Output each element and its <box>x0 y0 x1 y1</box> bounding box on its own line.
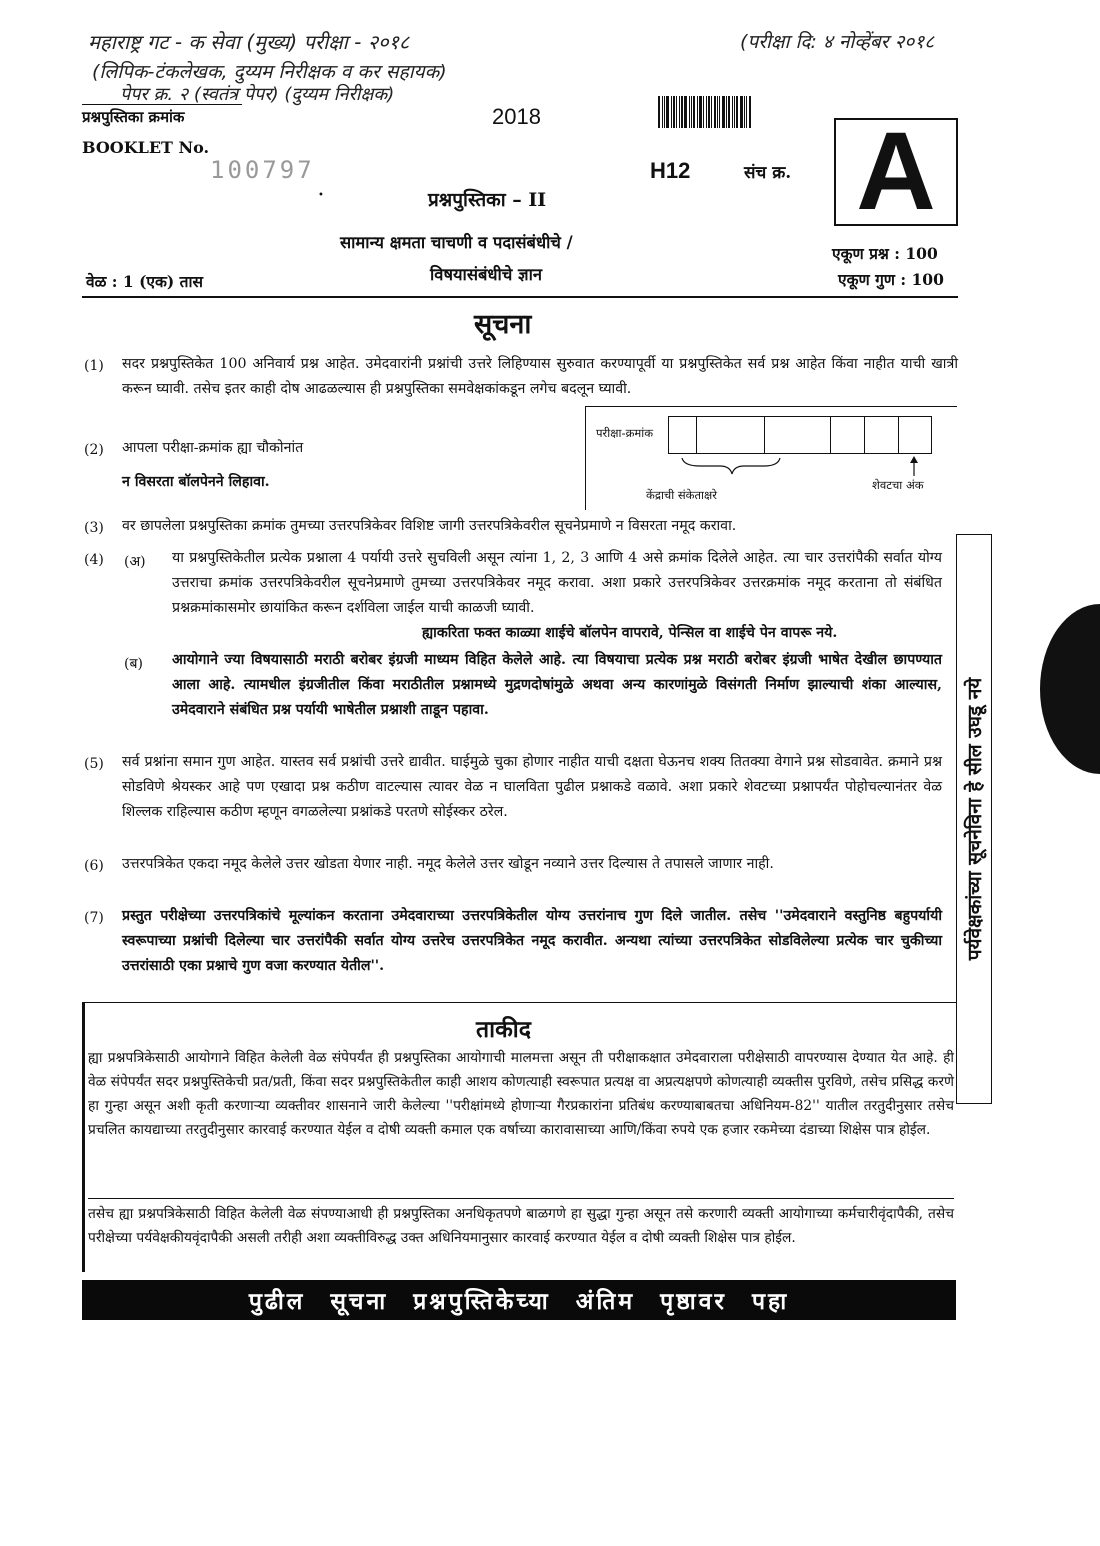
exam-time: वेळ : 1 (एक) तास <box>86 272 203 291</box>
seal-strip <box>956 534 992 1104</box>
roll-box-cell[interactable] <box>669 417 697 453</box>
instruction-6-number: (6) <box>84 858 104 874</box>
barcode-bar <box>732 96 733 128</box>
last-digit-label: शेवटचा अंक <box>872 478 924 492</box>
instruction-5-text: सर्व प्रश्नांना समान गुण आहेत. यास्तव सर्व प्रश्नांची उत्तरे द्यावीत. घाईमुळे चुका होणार नाहीत याची दक्षता घेऊनच शक्य तितक्या वेगाने प्रश्न सोडवावेत. क्रमाने प्रश्न सोडविणे श्रेयस्कर आहे पण एखादा प्रश्न कठीण वाटल्यास त्यावर वेळ न घालविता पुढील प्रश्नाकडे वळावे. अशा प्रकारे शेवटच्या प्रश्नापर्यंत पोहोचल्यानंतर वेळ शिल्लक राहिल्यास कठीण म्हणून वगळलेल्या प्रश्नांकडे परतणे सोईस्कर ठरेल. <box>122 754 942 820</box>
instruction-4-number: (4) <box>84 552 104 568</box>
set-label: संच क्र. <box>744 163 792 183</box>
barcode-bar <box>736 96 738 128</box>
instructions-heading: सूचना <box>474 309 532 340</box>
warning-heading: ताकीद <box>476 1016 531 1043</box>
barcode-bar <box>662 96 663 128</box>
roll-box-cell[interactable] <box>865 417 899 453</box>
total-questions: एकूण प्रश्न : 100 <box>832 244 938 263</box>
barcode-bar <box>714 96 716 128</box>
barcode-bar <box>728 96 730 128</box>
barcode-bar <box>673 96 675 128</box>
instruction-4a-text: या प्रश्नपुस्तिकेतील प्रत्येक प्रश्नाला 4 पर्यायी उत्तरे सुचविली असून त्यांना 1, 2, 3 आणि 4 असे क्रमांक दिलेले आहेत. त्या चार उत्तरांपैकी सर्वात योग्य उत्तराचा क्रमांक उत्तरपत्रिकेवरील सूचनेप्रमाणे तुमच्या उत्तरपत्रिकेवर नमूद करावा. अशा प्रकारे उत्तरपत्रिकेवर उत्तरक्रमांक नमूद करताना तो संबंधित प्रश्नक्रमांकासमोर छायांकित करून दर्शविला जाईल याची काळजी घ्यावी. <box>172 550 942 616</box>
center-code-label: केंद्राची संकेताक्षरे <box>646 488 717 502</box>
instruction-3-number: (3) <box>84 520 104 536</box>
barcode-bar <box>658 96 660 128</box>
barcode-bar <box>708 96 710 128</box>
instruction-2-text: आपला परीक्षा-क्रमांक ह्या चौकोनांत <box>122 440 304 456</box>
barcode-bar <box>689 96 690 128</box>
instruction-2-number: (2) <box>84 442 104 458</box>
instruction-1-text: सदर प्रश्नपुस्तिकेत 100 अनिवार्य प्रश्न आहेत. उमेदवारांनी प्रश्नांची उत्तरे लिहिण्यास सुरुवात करण्यापूर्वी या प्रश्नपुस्तिकेत सर्व प्रश्न आहेत किंवा नाहीत याची खात्री करून घ्यावी. तसेच इतर काही दोष आढळल्यास ही प्रश्नपुस्तिका समवेक्षकांकडून लगेच बदलून घ्यावी. <box>122 356 958 397</box>
booklet-title: प्रश्नपुस्तिका – II <box>428 189 547 211</box>
barcode-bar <box>697 96 698 128</box>
barcode-bar <box>699 96 702 128</box>
barcode-bar <box>693 96 695 128</box>
warning-para-2: तसेच ह्या प्रश्नपत्रिकेसाठी विहित केलेली वेळ संपण्याआधी ही प्रश्नपुस्तिका अनधिकृतपणे बाळगणे हा सुद्धा गुन्हा असून तसे करणारी व्यक्ती आयोगाच्या कर्मचारीवृंदापैकी, तसेच परीक्षेच्या पर्यवेक्षकीयवृंदापैकी असली तरीही अशा व्यक्तीविरुद्ध उक्त अधिनियमानुसार कारवाई करण्यात येईल व दोषी व्यक्ती शिक्षेस पात्र होईल. <box>88 1206 954 1246</box>
barcode-bar <box>666 96 669 128</box>
instruction-5-number: (5) <box>84 756 104 772</box>
handwritten-posts: (लिपिक-टंकलेखक, दुय्यम निरीक्षक व कर सहायक) <box>92 61 447 83</box>
barcode-bar <box>684 96 687 128</box>
paper-code: H12 <box>650 158 691 183</box>
booklet-label-marathi: प्रश्नपुस्तिका क्रमांक <box>82 104 242 127</box>
barcode-bar <box>722 96 725 128</box>
instruction-4a-bold: ह्याकरिता फक्त काळ्या शाईचे बॉलपेन वापरावे, पेन्सिल वा शाईचे पेन वापरू नये. <box>422 625 838 641</box>
total-marks: एकूण गुण : 100 <box>838 270 944 289</box>
barcode-bar <box>726 96 727 128</box>
roll-box-cell[interactable] <box>831 417 865 453</box>
subject-line-1: सामान्य क्षमता चाचणी व पदासंबंधीचे / <box>340 233 573 252</box>
roll-number-label: परीक्षा-क्रमांक <box>596 426 654 440</box>
dot-mark: • <box>318 190 324 201</box>
barcode-bar <box>681 96 683 128</box>
instruction-7-text: प्रस्तुत परीक्षेच्या उत्तरपत्रिकांचे मूल्यांकन करताना उमेदवाराच्या उत्तरपत्रिकेतील योग्य उत्तरांनाच गुण दिले जातील. तसेच ''उमेदवाराने वस्तुनिष्ठ बहुपर्यायी स्वरूपाच्या प्रश्नांची दिलेल्या चार उत्तरांपैकी सर्वात योग्य उत्तरेच उत्तरपत्रिकेत नमूद करावीत. अन्यथा त्यांच्या उत्तरपत्रिकेत सोडविलेल्या प्रत्येक चार चुकीच्या उत्तरांसाठी एका प्रश्नाचे गुण वजा करण्यात येतील''. <box>122 908 942 974</box>
barcode-bar <box>749 96 751 128</box>
booklet-label-english: BOOKLET No. <box>82 138 210 157</box>
footer-banner: पुढील सूचना प्रश्नपुस्तिकेच्या अंतिम पृष्ठावर पहा <box>82 1280 956 1320</box>
barcode-bar <box>679 96 680 128</box>
warning-para-1: ह्या प्रश्नपत्रिकेसाठी आयोगाने विहित केलेली वेळ संपेपर्यंत ही प्रश्नपुस्तिका आयोगाची मालमत्ता असून ती परीक्षाकक्षात उमेदवाराला परीक्षेसाठी वापरण्यास देण्यात येत आहे. ही वेळ संपेपर्यंत सदर प्रश्नपुस्तिकेची प्रत/प्रती, किंवा सदर प्रश्नपुस्तिकेतील काही आशय कोणत्याही स्वरूपात प्रत्यक्ष वा अप्रत्यक्षपणे कोणत्याही व्यक्तीस पुरविणे, तसेच प्रसिद्ध करणे हा गुन्हा असून अशी कृती करणाऱ्या व्यक्तीवर शासनाने जारी केलेल्या ''परीक्षांमध्ये होणाऱ्या गैरप्रकारांना प्रतिबंध करण्याबाबतचा अधिनियम-82'' यातील तरतुदीनुसार तसेच प्रचलित कायद्याच्या तरतुदीनुसार कारवाई करण्यात येईल व दोषी व्यक्ती कमाल एक वर्षाच्या कारावासाच्या आणि/किंवा रुपये एक हजार रकमेच्या दंडाच्या शिक्षेस पात्र होईल. <box>88 1050 954 1138</box>
roll-box-cell[interactable] <box>899 417 931 453</box>
warning-divider <box>88 1198 954 1199</box>
barcode-bar <box>734 96 735 128</box>
instruction-1-number: (1) <box>84 358 104 374</box>
handwritten-exam-name: महाराष्ट्र गट - क सेवा (मुख्य) परीक्षा - २०१८ <box>88 30 410 54</box>
barcode-bar <box>717 96 718 128</box>
barcode-bar <box>671 96 672 128</box>
barcode-bar <box>744 96 745 128</box>
instruction-7-number: (7) <box>84 910 104 926</box>
barcode-bar <box>664 96 665 128</box>
roll-box-cell[interactable] <box>697 417 765 453</box>
barcode-bar <box>746 96 747 128</box>
barcode-bar <box>676 96 677 128</box>
barcode-bar <box>691 96 692 128</box>
instruction-4b-label: (ब) <box>124 656 143 672</box>
instruction-3-text: वर छापलेला प्रश्नपुस्तिका क्रमांक तुमच्या उत्तरपत्रिकेवर विशिष्ट जागी उत्तरपत्रिकेवरील सूचनेप्रमाणे न विसरता नमूद करावा. <box>122 518 737 534</box>
handwritten-exam-date: (परीक्षा दि: ४ नोव्हेंबर २०१८ <box>740 31 935 53</box>
roll-box-cell[interactable] <box>765 417 831 453</box>
barcode-bar <box>740 96 743 128</box>
subject-line-2: विषयासंबंधीचे ज्ञान <box>430 265 543 284</box>
punch-hole-shadow <box>1040 604 1100 774</box>
header-divider <box>82 296 958 298</box>
barcode-bar <box>706 96 707 128</box>
barcode-bar <box>711 96 712 128</box>
seal-strip-text: पर्यवेक्षकांच्या सूचनेविना हे सील उघडू नये <box>964 677 986 961</box>
instruction-4b-text: आयोगाने ज्या विषयासाठी मराठी बरोबर इंग्रजी माध्यम विहित केलेले आहे. त्या विषयाचा प्रत्येक प्रश्न मराठी बरोबर इंग्रजी भाषेत देखील छापण्यात आला आहे. त्यामधील इंग्रजीतील किंवा मराठीतील प्रश्नामध्ये मुद्रणदोषांमुळे अथवा अन्य कारणांमुळे विसंगती निर्माण झाल्याची शंका आल्यास, उमेदवाराने संबंधित प्रश्न पर्यायी भाषेतील प्रश्नाशी ताडून पहावा. <box>172 652 942 718</box>
instruction-2-bold: न विसरता बॉलपेनने लिहावा. <box>122 474 270 490</box>
roll-number-boxes[interactable] <box>668 416 932 454</box>
instruction-4a-label: (अ) <box>124 554 146 570</box>
handwritten-paper: पेपर क्र. २ (स्वतंत्र पेपर) (दुय्यम निरीक्षक) <box>120 84 395 105</box>
set-letter-box: A <box>834 118 958 226</box>
booklet-number: 100797 <box>210 156 315 184</box>
booklet-year: 2018 <box>492 104 541 129</box>
barcode-bar <box>719 96 720 128</box>
booklet-barcode <box>658 96 768 128</box>
barcode-bar <box>703 96 704 128</box>
instruction-6-text: उत्तरपत्रिकेत एकदा नमूद केलेले उत्तर खोडता येणार नाही. नमूद केलेले उत्तर खोडून नव्याने उत्तर दिल्यास ते तपासले जाणार नाही. <box>122 856 774 872</box>
